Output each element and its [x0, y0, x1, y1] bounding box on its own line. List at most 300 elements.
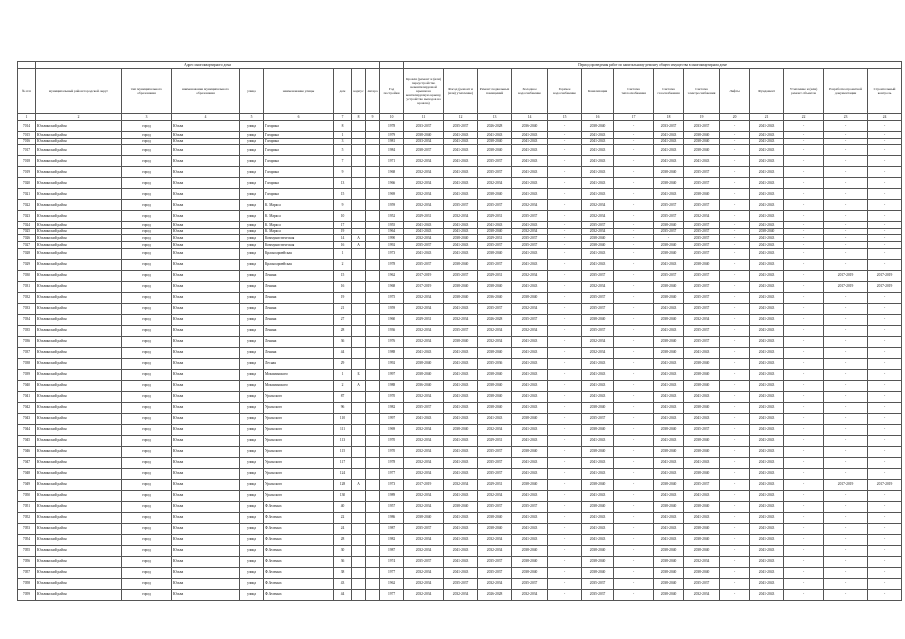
- table-cell: 2038-2040: [684, 189, 720, 200]
- table-cell: 2041-2043: [750, 314, 784, 325]
- table-cell: -: [784, 567, 824, 578]
- table-cell: -: [868, 578, 902, 589]
- table-cell: -: [784, 132, 824, 139]
- table-cell: 2041-2043: [512, 391, 548, 402]
- table-cell: [366, 303, 380, 314]
- table-cell: -: [824, 241, 868, 248]
- table-cell: 2038-2040: [582, 556, 614, 567]
- table-cell: -: [824, 325, 868, 336]
- table-row: [18, 292, 902, 303]
- table-cell: 2035-2037: [404, 402, 444, 413]
- table-cell: 2038-2040: [478, 347, 512, 358]
- table-cell: -: [720, 369, 750, 380]
- table-cell: -: [614, 468, 654, 479]
- table-cell: 14: [334, 235, 352, 242]
- table-cell: 2035-2037: [684, 178, 720, 189]
- table-cell: 1986: [380, 512, 404, 523]
- table-cell: 2038-2040: [684, 380, 720, 391]
- table-cell: -: [548, 490, 582, 501]
- table-cell: -: [868, 589, 902, 600]
- table-cell: Ф.Зеленых: [264, 578, 334, 589]
- table-cell: 2038-2040: [684, 435, 720, 446]
- table-cell: 2041-2043: [654, 523, 684, 534]
- table-cell: 1978: [380, 121, 404, 132]
- table-cell: -: [720, 167, 750, 178]
- table-cell: 2038-2040: [684, 567, 720, 578]
- table-cell: Юсьвинский район: [36, 446, 122, 457]
- table-cell: 2035-2037: [478, 567, 512, 578]
- table-cell: 28: [334, 534, 352, 545]
- table-row: [18, 567, 902, 578]
- table-cell: 2032-2034: [404, 578, 444, 589]
- table-cell: 2035-2037: [404, 259, 444, 270]
- table-cell: Юсьва: [172, 235, 240, 242]
- table-row: [18, 556, 902, 567]
- table-cell: город: [122, 200, 172, 211]
- table-cell: 2041-2043: [582, 178, 614, 189]
- table-cell: 15: [334, 270, 352, 281]
- table-cell: 2041-2043: [582, 156, 614, 167]
- table-cell: -: [868, 241, 902, 248]
- table-cell: -: [824, 132, 868, 139]
- table-cell: 2041-2043: [750, 121, 784, 132]
- table-cell: улица: [240, 435, 264, 446]
- table-cell: 2041-2043: [684, 347, 720, 358]
- column-header: улица: [240, 69, 264, 114]
- table-row: [18, 391, 902, 402]
- table-cell: Ленина: [264, 314, 334, 325]
- column-number: 22: [784, 114, 824, 121]
- table-cell: [366, 259, 380, 270]
- table-cell: -: [868, 556, 902, 567]
- table-cell: 7033: [18, 303, 36, 314]
- table-cell: город: [122, 424, 172, 435]
- table-cell: 2038-2040: [444, 424, 478, 435]
- table-cell: улица: [240, 270, 264, 281]
- table-cell: Уральского: [264, 468, 334, 479]
- column-number: 24: [868, 114, 902, 121]
- table-cell: 2038-2040: [512, 545, 548, 556]
- table-cell: 2041-2043: [582, 523, 614, 534]
- table-cell: 2041-2043: [512, 534, 548, 545]
- column-number: 12: [444, 114, 478, 121]
- table-cell: 2032-2034: [582, 228, 614, 235]
- table-cell: 19: [334, 292, 352, 303]
- table-cell: 2038-2040: [684, 358, 720, 369]
- table-cell: 2041-2043: [750, 241, 784, 248]
- table-cell: -: [548, 479, 582, 490]
- table-cell: 38: [334, 567, 352, 578]
- table-cell: -: [824, 380, 868, 391]
- table-cell: 2041-2043: [654, 145, 684, 156]
- table-cell: 2041-2043: [512, 222, 548, 229]
- table-cell: город: [122, 523, 172, 534]
- table-cell: Юсьва: [172, 468, 240, 479]
- table-cell: -: [548, 235, 582, 242]
- table-cell: [352, 156, 366, 167]
- table-cell: 1: [334, 132, 352, 139]
- table-cell: Гагарина: [264, 145, 334, 156]
- table-cell: 2041-2043: [444, 167, 478, 178]
- table-cell: -: [784, 468, 824, 479]
- table-cell: -: [868, 189, 902, 200]
- table-cell: -: [868, 391, 902, 402]
- table-cell: 7058: [18, 578, 36, 589]
- table-cell: 2038-2040: [582, 235, 614, 242]
- table-cell: 1: [334, 248, 352, 259]
- table-cell: 7059: [18, 589, 36, 600]
- table-cell: Юсьвинский район: [36, 200, 122, 211]
- table-cell: -: [868, 156, 902, 167]
- table-cell: -: [720, 578, 750, 589]
- table-cell: Мокиминского: [264, 380, 334, 391]
- table-cell: [366, 167, 380, 178]
- table-cell: 2038-2040: [404, 369, 444, 380]
- table-cell: Юсьва: [172, 281, 240, 292]
- table-cell: -: [784, 145, 824, 156]
- table-cell: 2032-2034: [512, 325, 548, 336]
- table-cell: улица: [240, 281, 264, 292]
- table-cell: [352, 424, 366, 435]
- table-cell: 2035-2037: [444, 578, 478, 589]
- table-cell: -: [824, 314, 868, 325]
- table-cell: 2041-2043: [750, 167, 784, 178]
- table-cell: [352, 200, 366, 211]
- table-cell: 2032-2034: [404, 303, 444, 314]
- table-cell: [366, 446, 380, 457]
- table-cell: 2032-2034: [478, 325, 512, 336]
- table-cell: город: [122, 457, 172, 468]
- table-cell: Юсьвинский район: [36, 222, 122, 229]
- table-cell: -: [824, 358, 868, 369]
- table-cell: 1962: [380, 270, 404, 281]
- table-cell: -: [614, 369, 654, 380]
- table-cell: Юсьвинский район: [36, 303, 122, 314]
- table-cell: [352, 178, 366, 189]
- table-cell: [352, 222, 366, 229]
- table-cell: 2036-2040: [478, 292, 512, 303]
- table-cell: -: [824, 435, 868, 446]
- table-cell: 30: [334, 545, 352, 556]
- table-cell: 1992: [380, 358, 404, 369]
- table-cell: улица: [240, 512, 264, 523]
- column-header: Утепление и (или) ремонт объектов: [784, 69, 824, 114]
- table-cell: А: [352, 241, 366, 248]
- table-cell: 2041-2043: [750, 391, 784, 402]
- table-cell: Коммунистическая: [264, 241, 334, 248]
- table-cell: 2041-2043: [512, 358, 548, 369]
- table-cell: Гагарина: [264, 167, 334, 178]
- table-cell: -: [784, 270, 824, 281]
- table-cell: город: [122, 534, 172, 545]
- table-cell: -: [784, 292, 824, 303]
- table-cell: 2041-2043: [404, 228, 444, 235]
- table-cell: 2041-2043: [654, 303, 684, 314]
- table-cell: улица: [240, 457, 264, 468]
- table-cell: 2041-2043: [654, 138, 684, 145]
- table-cell: 2041-2043: [512, 336, 548, 347]
- table-row: [18, 211, 902, 222]
- table-cell: 2035-2037: [404, 523, 444, 534]
- table-cell: Гагарина: [264, 178, 334, 189]
- table-cell: [366, 578, 380, 589]
- table-cell: 2035-2037: [684, 281, 720, 292]
- table-cell: 2041-2043: [654, 358, 684, 369]
- table-cell: Юсьвинский район: [36, 457, 122, 468]
- table-cell: -: [720, 402, 750, 413]
- table-cell: 2041-2043: [444, 347, 478, 358]
- table-cell: -: [548, 446, 582, 457]
- table-cell: -: [784, 241, 824, 248]
- table-cell: -: [824, 259, 868, 270]
- table-cell: -: [548, 391, 582, 402]
- table-cell: 2041-2043: [444, 468, 478, 479]
- table-cell: 2041-2043: [684, 413, 720, 424]
- table-cell: 2032-2034: [512, 303, 548, 314]
- table-cell: 7043: [18, 413, 36, 424]
- table-cell: [366, 248, 380, 259]
- table-cell: 1973: [380, 479, 404, 490]
- table-cell: -: [720, 534, 750, 545]
- table-cell: -: [614, 167, 654, 178]
- table-cell: 2017-2019: [868, 270, 902, 281]
- table-cell: [352, 347, 366, 358]
- table-row: [18, 413, 902, 424]
- table-cell: 2035-2037: [654, 228, 684, 235]
- table-cell: -: [614, 270, 654, 281]
- table-row: [18, 228, 902, 235]
- table-cell: -: [824, 589, 868, 600]
- table-cell: -: [720, 270, 750, 281]
- table-cell: 1959: [380, 200, 404, 211]
- table-cell: [352, 228, 366, 235]
- table-cell: 7020: [18, 178, 36, 189]
- table-cell: Красноармейская: [264, 259, 334, 270]
- table-cell: 2038-2040: [684, 501, 720, 512]
- table-cell: 2035-2037: [684, 336, 720, 347]
- table-cell: город: [122, 241, 172, 248]
- table-cell: 2041-2043: [444, 512, 478, 523]
- table-cell: город: [122, 391, 172, 402]
- table-cell: -: [614, 259, 654, 270]
- table-cell: -: [720, 556, 750, 567]
- table-cell: 2032-2034: [404, 178, 444, 189]
- table-cell: 2041-2043: [750, 138, 784, 145]
- table-cell: 2041-2043: [750, 446, 784, 457]
- table-cell: Юсьва: [172, 556, 240, 567]
- table-row: [18, 468, 902, 479]
- table-cell: 2035-2037: [684, 228, 720, 235]
- table-cell: 7036: [18, 336, 36, 347]
- table-cell: улица: [240, 132, 264, 139]
- table-cell: -: [720, 523, 750, 534]
- table-cell: 2041-2043: [750, 270, 784, 281]
- table-cell: 1977: [380, 589, 404, 600]
- table-cell: 2038-2040: [654, 178, 684, 189]
- table-cell: 2038-2040: [478, 391, 512, 402]
- table-cell: [366, 391, 380, 402]
- table-cell: [352, 292, 366, 303]
- column-header: Канализация: [582, 69, 614, 114]
- table-cell: 2041-2043: [444, 241, 478, 248]
- table-cell: [366, 424, 380, 435]
- table-cell: 2032-2034: [404, 391, 444, 402]
- table-cell: 2041-2043: [750, 413, 784, 424]
- table-cell: 2017-2019: [824, 479, 868, 490]
- table-cell: -: [720, 259, 750, 270]
- table-cell: 2035-2037: [582, 303, 614, 314]
- table-cell: 2041-2043: [582, 369, 614, 380]
- table-cell: -: [720, 228, 750, 235]
- table-cell: [366, 241, 380, 248]
- table-cell: -: [720, 479, 750, 490]
- table-cell: -: [868, 121, 902, 132]
- table-row: [18, 138, 902, 145]
- table-row: [18, 235, 902, 242]
- table-cell: Юсьвинский район: [36, 589, 122, 600]
- table-cell: 7029: [18, 259, 36, 270]
- table-cell: 2038-2040: [404, 512, 444, 523]
- table-cell: улица: [240, 259, 264, 270]
- table-cell: 2032-2034: [404, 325, 444, 336]
- table-cell: 87: [334, 391, 352, 402]
- table-cell: [352, 556, 366, 567]
- table-cell: К. Маркса: [264, 222, 334, 229]
- table-cell: 7018: [18, 156, 36, 167]
- table-cell: [352, 589, 366, 600]
- table-cell: Юсьвинский район: [36, 347, 122, 358]
- table-cell: 2032-2034: [404, 446, 444, 457]
- table-cell: 2041-2043: [444, 413, 478, 424]
- table-cell: -: [824, 167, 868, 178]
- table-cell: -: [548, 248, 582, 259]
- table-cell: 1990: [380, 235, 404, 242]
- table-cell: 2041-2043: [750, 259, 784, 270]
- table-cell: [352, 358, 366, 369]
- table-cell: 2038-2040: [444, 336, 478, 347]
- table-cell: 2041-2043: [444, 435, 478, 446]
- table-cell: Юсьвинский район: [36, 189, 122, 200]
- table-cell: 7024: [18, 222, 36, 229]
- table-cell: -: [614, 578, 654, 589]
- table-cell: -: [784, 534, 824, 545]
- table-cell: улица: [240, 241, 264, 248]
- table-cell: -: [784, 578, 824, 589]
- table-cell: 2033-2037: [404, 121, 444, 132]
- capital-repair-table: [17, 61, 902, 601]
- table-cell: -: [614, 292, 654, 303]
- table-cell: 130: [334, 490, 352, 501]
- table-cell: 2041-2043: [582, 259, 614, 270]
- table-cell: 2041-2043: [512, 457, 548, 468]
- table-cell: -: [614, 336, 654, 347]
- table-cell: 2041-2043: [750, 200, 784, 211]
- table-cell: 2029-2031: [478, 270, 512, 281]
- table-cell: Мокиминского: [264, 369, 334, 380]
- table-cell: Юсьва: [172, 589, 240, 600]
- table-cell: 7031: [18, 281, 36, 292]
- table-cell: 2041-2043: [750, 567, 784, 578]
- table-cell: Гагарина: [264, 189, 334, 200]
- table-cell: -: [548, 413, 582, 424]
- column-number: 20: [720, 114, 750, 121]
- table-cell: 2041-2043: [654, 132, 684, 139]
- table-cell: Юсьва: [172, 523, 240, 534]
- column-number: 23: [824, 114, 868, 121]
- table-cell: 2041-2043: [582, 248, 614, 259]
- table-cell: 1964: [380, 228, 404, 235]
- table-cell: -: [614, 457, 654, 468]
- header-group-address: Адрес многоквартирного дома: [36, 62, 380, 69]
- table-cell: 2038-2040: [478, 145, 512, 156]
- table-cell: 2029-2031: [478, 211, 512, 222]
- table-cell: -: [614, 545, 654, 556]
- table-cell: 7032: [18, 292, 36, 303]
- table-cell: Юсьва: [172, 156, 240, 167]
- table-cell: -: [614, 402, 654, 413]
- table-cell: -: [614, 325, 654, 336]
- table-cell: 2032-2034: [444, 479, 478, 490]
- table-cell: 2038-2040: [582, 121, 614, 132]
- table-cell: Юсьва: [172, 189, 240, 200]
- table-cell: город: [122, 358, 172, 369]
- table-cell: [366, 281, 380, 292]
- table-cell: город: [122, 189, 172, 200]
- table-cell: 2032-2034: [684, 314, 720, 325]
- table-cell: улица: [240, 501, 264, 512]
- table-row: [18, 189, 902, 200]
- table-cell: 2033-2034: [404, 138, 444, 145]
- table-cell: -: [868, 222, 902, 229]
- table-cell: Юсьва: [172, 534, 240, 545]
- table-cell: 1988: [380, 380, 404, 391]
- table-cell: Юсьвинский район: [36, 314, 122, 325]
- table-cell: 7055: [18, 545, 36, 556]
- table-cell: Ленина: [264, 347, 334, 358]
- table-cell: улица: [240, 145, 264, 156]
- table-cell: 7015: [18, 132, 36, 139]
- table-cell: 2038-2037: [404, 145, 444, 156]
- table-cell: [352, 132, 366, 139]
- column-number: 19: [684, 114, 720, 121]
- table-cell: 2032-2034: [404, 490, 444, 501]
- table-row: [18, 178, 902, 189]
- table-cell: город: [122, 228, 172, 235]
- table-cell: Ленина: [264, 270, 334, 281]
- column-header: наименование улицы: [264, 69, 334, 114]
- table-cell: 2041-2043: [654, 490, 684, 501]
- table-cell: 2035-2037: [582, 325, 614, 336]
- table-cell: 2041-2043: [654, 435, 684, 446]
- column-number: 11: [404, 114, 444, 121]
- table-cell: -: [548, 468, 582, 479]
- table-row: [18, 457, 902, 468]
- table-cell: город: [122, 578, 172, 589]
- table-cell: улица: [240, 167, 264, 178]
- table-cell: -: [548, 189, 582, 200]
- table-cell: -: [614, 303, 654, 314]
- table-cell: 2041-2043: [750, 189, 784, 200]
- table-cell: -: [784, 178, 824, 189]
- table-cell: Юсьвинский район: [36, 325, 122, 336]
- table-cell: улица: [240, 336, 264, 347]
- table-cell: улица: [240, 402, 264, 413]
- table-cell: -: [868, 512, 902, 523]
- table-cell: [352, 336, 366, 347]
- table-cell: 2035-2037: [582, 270, 614, 281]
- table-cell: [352, 402, 366, 413]
- table-cell: -: [614, 248, 654, 259]
